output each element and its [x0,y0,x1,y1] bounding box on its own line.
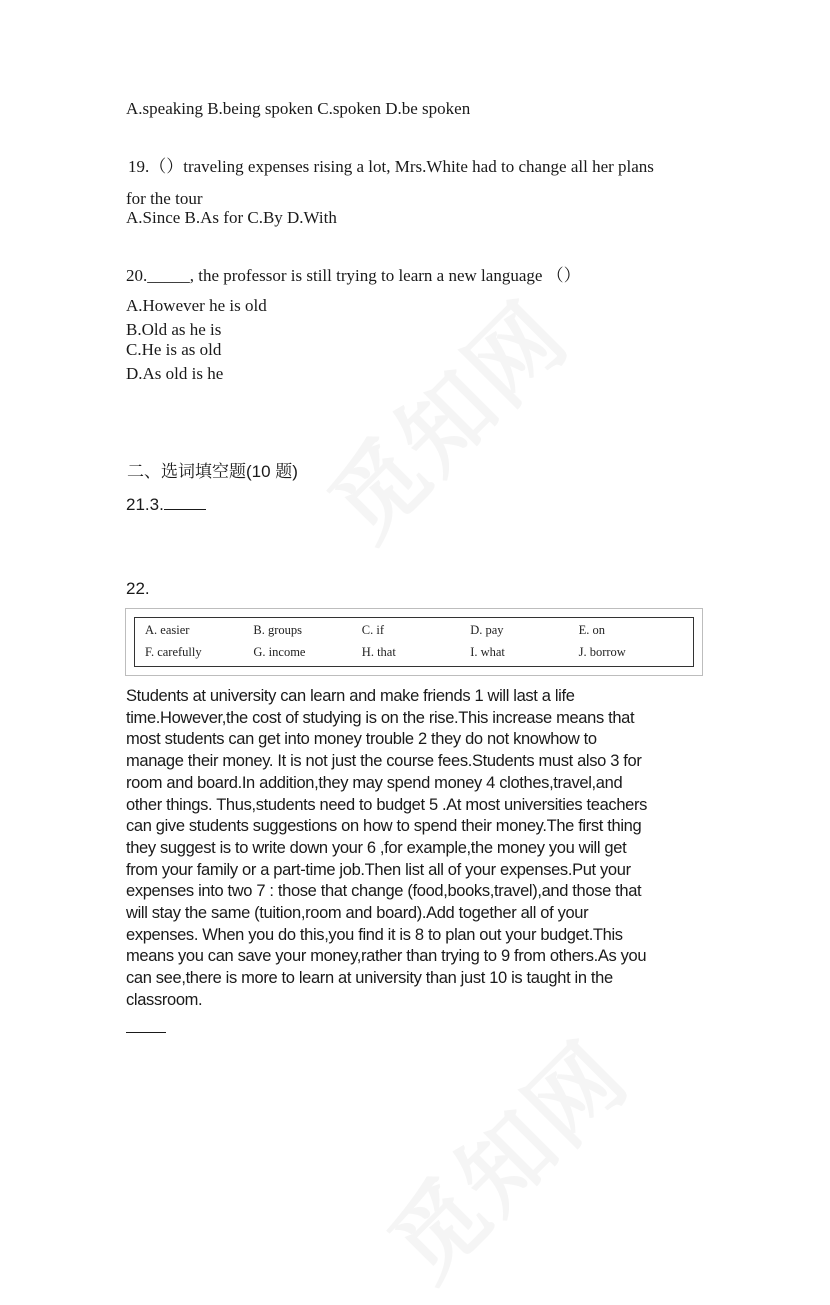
word-option-a: A. easier [145,623,190,637]
passage-line: will stay the same (tuition,room and board).Add together all of your [126,904,589,923]
word-option-i: I. what [470,645,505,659]
passage-line: expenses into two 7 : those that change (food,books,travel),and those that [126,882,642,901]
passage-line: time.However,the cost of studying is on the rise.This increase means that [126,708,635,727]
cloze-passage [126,686,706,1012]
q21-answer-blank[interactable] [164,493,206,510]
watermark-top: 觅知网 [309,281,589,561]
q19-stem: 19.（）traveling expenses rising a lot, Mrs.White had to change all her plans [128,157,654,176]
word-bank-frame [134,617,694,667]
passage-line: means you can save your money,rather than trying to 9 from others.As you [126,947,647,966]
passage-line: most students can get into money trouble 2 they do not knowhow to [126,730,597,749]
passage-line: expenses. When you do this,you find it is 8 to plan out your budget.This [126,925,623,944]
word-bank-box [125,608,703,676]
passage-line: other things. Thus,students need to budget 5 .At most universities teachers [126,795,648,814]
word-option-h: H. that [361,645,396,659]
passage-line: they suggest is to write down your 6 ,for example,the money you will get [126,838,627,857]
word-option-d: D. pay [470,623,504,637]
section-heading: 二、选词填空题(10 题) [127,462,298,481]
passage-line: can give students suggestions on how to spend their money.The first thing [126,817,642,836]
q20-option-b: B.Old as he is [126,320,222,339]
passage-line: can see,there is more to learn at university than just 10 is taught in the [126,969,613,988]
q20-stem: 20._____, the professor is still trying to learn a new language （） [126,266,581,285]
passage-line: classroom. [126,990,203,1009]
q19-options: A.Since B.As for C.By D.With [126,208,337,227]
word-option-g: G. income [253,645,306,659]
word-option-e: E. on [578,623,605,637]
q21-number: 21.3. [126,495,164,514]
word-option-c: C. if [361,623,385,637]
q20-option-a: A.However he is old [126,296,267,315]
q19-stem-cont: for the tour [126,189,203,208]
passage-line: from your family or a part-time job.Then list all of your expenses.Put your [126,860,631,879]
word-option-b: B. groups [253,623,303,637]
q20-option-c: C.He is as old [126,340,222,359]
word-option-f: F. carefully [145,645,202,659]
passage-line: Students at university can learn and make friends 1 will last a life [126,687,575,705]
q22-answer-blank[interactable] [126,1016,166,1033]
q18-options: A.speaking B.being spoken C.spoken D.be spoken [126,99,471,118]
word-option-j: J. borrow [578,645,626,659]
watermark-bottom: 觅知网 [369,1021,649,1301]
passage-line: manage their money. It is not just the course fees.Students must also 3 for [126,752,642,771]
q20-option-d: D.As old is he [126,364,224,383]
passage-line: room and board.In addition,they may spend money 4 clothes,travel,and [126,773,623,792]
q22-number: 22. [126,579,150,598]
q21 [126,493,206,515]
q22-answer-line[interactable] [126,1016,166,1038]
word-bank-grid [145,623,687,660]
